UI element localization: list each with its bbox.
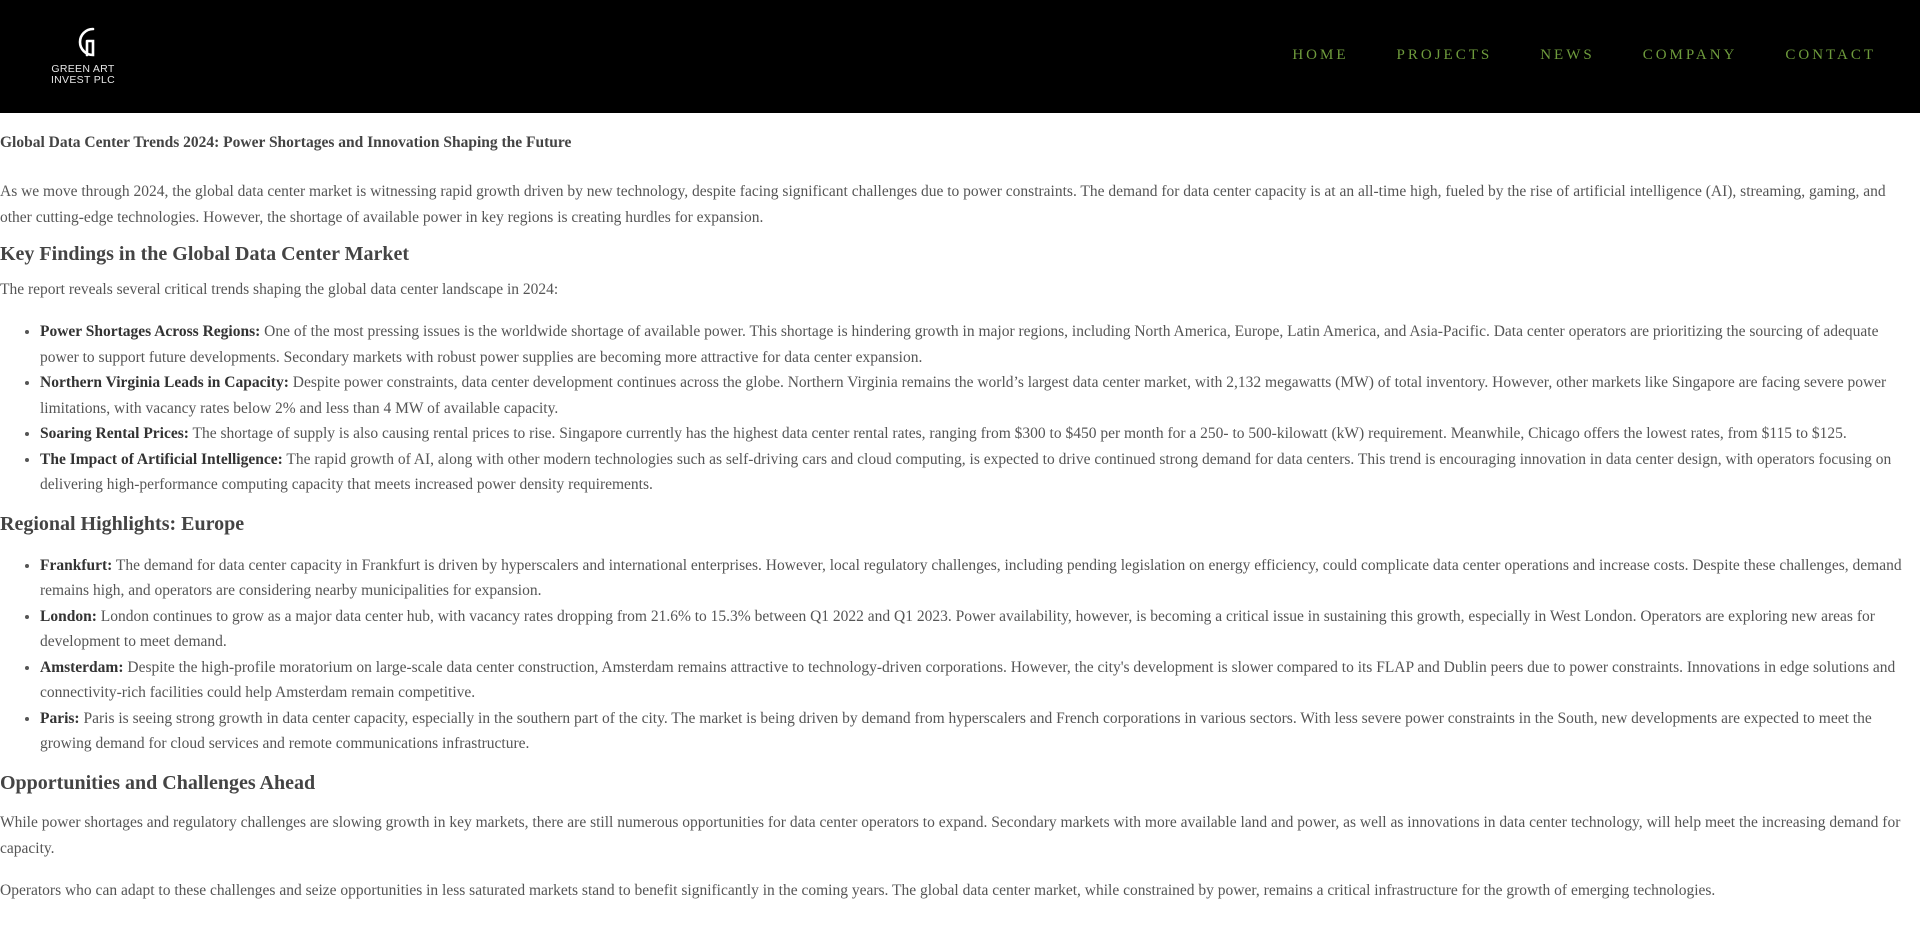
item-label: Northern Virginia Leads in Capacity: [40,374,289,391]
item-label: London: [40,607,97,625]
item-text: The rapid growth of AI, along with other modern technologies such as self-driving cars and cloud computing, is expected to drive continued strong demand for data centers. This trend is encouraging innovation in data center design, with operators focusing on delivering high-performance computing capacity that meets increased power density requirements. [40,450,1892,493]
list-item [40,604,1920,655]
key-findings-list [0,319,1920,498]
item-label: Paris: [40,709,80,727]
item-text: Despite the high-profile moratorium on large-scale data center construction, Amsterdam remains attractive to technology-driven corporations. However, the city's development is slower compared to its FLAP and Dublin peers due to power constraints. Innovations in edge solutions and connectivity-rich facilities could help Amsterdam remain competitive. [40,658,1896,701]
opportunities-heading: Opportunities and Challenges Ahead [0,771,316,794]
item-text: Paris is seeing strong growth in data center capacity, especially in the southern part of the city. The market is being driven by demand from hyperscalers and French corporations in various sectors. With less severe power constraints in the South, new developments are expected to meet the growing demand for cloud services and remote communications infrastructure. [40,709,1872,752]
item-label: Soaring Rental Prices: [40,425,189,442]
list-item [40,655,1920,706]
nav-contact[interactable]: CONTACT [1785,47,1876,63]
opportunities-paragraph-2: Operators who can adapt to these challenges and seize opportunities in less saturated markets stand to benefit significantly in the coming years. The global data center market, while constrained by power, remains a critical infrastructure for the growth of emerging technologies. [0,881,1716,899]
europe-heading: Regional Highlights: Europe [0,512,245,535]
item-text: The shortage of supply is also causing rental prices to rise. Singapore currently has the highest data center rental rates, ranging from $300 to $450 per month for a 250- to 500-kilowatt (kW) requirement. Meanwhile, Chicago offers the lowest rates, from $115 to $125. [188,425,1847,442]
nav-projects[interactable]: PROJECTS [1396,47,1493,63]
site-header [0,0,1920,113]
nav-company[interactable]: COMPANY [1642,47,1738,63]
key-findings-heading: Key Findings in the Global Data Center Market [0,243,410,265]
intro-paragraph: As we move through 2024, the global data center market is witnessing rapid growth driven by new technology, despite facing significant challenges due to power constraints. The demand for data center capacity is at an all-time high, fueled by the rise of artificial intelligence (AI), streaming, gaming, and other cutting-edge technologies. However, the shortage of available power in key regions is creating hurdles for expansion. [0,183,1886,226]
logo-line-2: INVEST PLC [50,74,116,86]
list-item [40,421,1920,447]
item-label: Amsterdam: [40,658,124,676]
list-item [40,319,1920,370]
europe-list [0,553,1920,757]
item-text: London continues to grow as a major data center hub, with vacancy rates dropping from 21.6% to 15.3% between Q1 2022 and Q1 2023. Power availability, however, is becoming a critical issue in sustaining this growth, especially in West London. Operators are exploring new areas for development to meet demand. [40,607,1875,650]
logo-text [46,64,120,86]
site-logo[interactable] [46,24,120,86]
article-content [0,132,1920,904]
item-text: The demand for data center capacity in Frankfurt is driven by hyperscalers and international enterprises. However, local regulatory challenges, including pending legislation on energy efficiency, could complicate data center operations and increase costs. Despite these challenges, demand remains high, and operators are considering nearby municipalities for expansion. [40,556,1902,599]
list-item [40,553,1920,604]
item-label: The Impact of Artificial Intelligence: [40,450,283,468]
list-item [40,706,1920,757]
nav-news[interactable]: NEWS [1540,47,1595,63]
list-item [40,447,1920,498]
item-text: Despite power constraints, data center development continues across the globe. Northern Virginia remains the world’s largest data center market, with 2,132 megawatts (MW) of total inventory. However, other markets like Singapore are facing severe power limitations, with vacancy rates below 2% and less than 4 MW of available capacity. [40,374,1887,417]
item-label: Frankfurt: [40,556,113,574]
article-title: Global Data Center Trends 2024: Power Shortages and Innovation Shaping the Future [0,134,572,151]
opportunities-paragraph-1: While power shortages and regulatory challenges are slowing growth in key markets, there are still numerous opportunities for data center operators to expand. Secondary markets with more available land and power, as well as innovations in data center technology, will help meet the increasing demand for capacity. [0,813,1901,857]
nav-home[interactable]: HOME [1292,47,1349,63]
logo-line-1: GREEN ART [51,63,115,75]
list-item [40,370,1920,421]
g-monogram-icon [67,24,99,60]
main-nav [1244,47,1876,64]
item-text: One of the most pressing issues is the worldwide shortage of available power. This shortage is hindering growth in major regions, including North America, Europe, Latin America, and Asia-Pacific. Data center operators are prioritizing the sourcing of adequate power to support future developments. Secondary markets with robust power supplies are becoming more attractive for data center expansion. [40,323,1879,366]
item-label: Power Shortages Across Regions: [40,323,261,340]
key-findings-lead: The report reveals several critical trends shaping the global data center landscape in 2024: [0,281,559,298]
